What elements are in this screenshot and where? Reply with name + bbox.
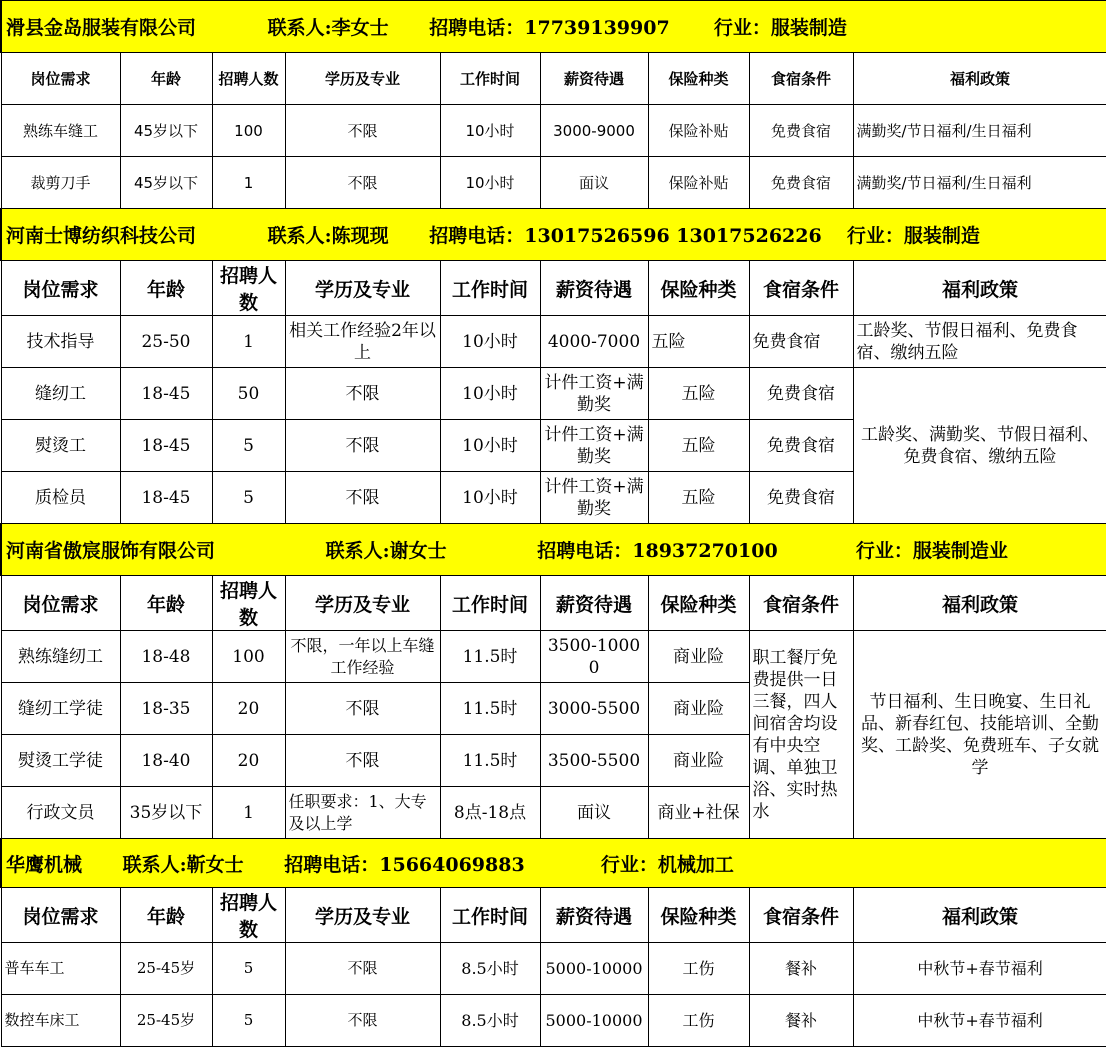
insurance: 商业+社保	[648, 787, 749, 839]
header-cell: 保险种类	[648, 576, 749, 631]
table-header-row	[1, 576, 1106, 631]
header-cell: 福利政策	[853, 888, 1106, 943]
education: 不限	[285, 683, 440, 735]
lodging: 免费食宿	[749, 157, 853, 209]
header-cell: 福利政策	[853, 576, 1106, 631]
job-title: 熨烫工学徒	[1, 735, 120, 787]
header-cell: 年龄	[120, 261, 212, 316]
industry: 行业：机械加工	[600, 853, 734, 876]
header-cell: 年龄	[120, 53, 212, 105]
company-banner	[1, 209, 1106, 261]
recruit-phone: 招聘电话：13017526596 13017526226	[429, 225, 822, 247]
education: 相关工作经验2年以上	[285, 316, 440, 368]
table-header-row	[1, 261, 1106, 316]
work-hours: 10小时	[440, 368, 540, 420]
headcount: 20	[212, 735, 285, 787]
work-hours: 8.5小时	[440, 995, 540, 1047]
age: 18-40	[120, 735, 212, 787]
salary: 面议	[540, 787, 648, 839]
age: 18-45	[120, 420, 212, 472]
header-cell: 薪资待遇	[540, 53, 648, 105]
insurance: 保险补贴	[648, 105, 749, 157]
job-title: 质检员	[1, 472, 120, 524]
header-cell: 食宿条件	[749, 261, 853, 316]
education: 不限，一年以上车缝工作经验	[285, 631, 440, 683]
contact-person: 联系人:李女士	[267, 17, 389, 39]
salary: 3500-5500	[540, 735, 648, 787]
industry: 行业：服装制造	[713, 17, 847, 39]
work-hours: 8点-18点	[440, 787, 540, 839]
table-header-row	[1, 888, 1106, 943]
insurance: 工伤	[648, 943, 749, 995]
header-cell: 招聘人数	[212, 576, 285, 631]
welfare-merged: 节日福利、生日晚宴、生日礼品、新春红包、技能培训、全勤奖、工龄奖、免费班车、子女就学	[853, 631, 1106, 839]
header-cell: 招聘人数	[212, 53, 285, 105]
salary: 计件工资+满勤奖	[540, 420, 648, 472]
header-cell: 岗位需求	[1, 888, 120, 943]
header-cell: 薪资待遇	[540, 888, 648, 943]
job-title: 技术指导	[1, 316, 120, 368]
industry: 行业：服装制造业	[855, 540, 1008, 562]
lodging: 免费食宿	[749, 368, 853, 420]
education: 不限	[285, 105, 440, 157]
job-title: 熨烫工	[1, 420, 120, 472]
insurance: 保险补贴	[648, 157, 749, 209]
insurance: 工伤	[648, 995, 749, 1047]
age: 25-50	[120, 316, 212, 368]
salary: 5000-10000	[540, 995, 648, 1047]
company-name: 滑县金岛服装有限公司	[6, 17, 197, 39]
headcount: 20	[212, 683, 285, 735]
job-title: 熟练车缝工	[1, 105, 120, 157]
company-banner	[1, 524, 1106, 576]
welfare-merged: 工龄奖、满勤奖、节假日福利、免费食宿、缴纳五险	[853, 368, 1106, 524]
table-row	[1, 943, 1106, 995]
lodging: 免费食宿	[749, 472, 853, 524]
header-cell: 学历及专业	[285, 576, 440, 631]
headcount: 100	[212, 631, 285, 683]
header-cell: 岗位需求	[1, 53, 120, 105]
welfare: 中秋节+春节福利	[853, 943, 1106, 995]
header-cell: 保险种类	[648, 53, 749, 105]
header-cell: 福利政策	[853, 53, 1106, 105]
company-banner	[1, 1, 1106, 53]
job-title: 数控车床工	[1, 995, 120, 1047]
lodging: 免费食宿	[749, 105, 853, 157]
table-row	[1, 105, 1106, 157]
education: 不限	[285, 420, 440, 472]
insurance: 五险	[648, 316, 749, 368]
salary: 3000-9000	[540, 105, 648, 157]
age: 25-45岁	[120, 943, 212, 995]
header-cell: 保险种类	[648, 888, 749, 943]
salary: 计件工资+满勤奖	[540, 472, 648, 524]
education: 不限	[285, 368, 440, 420]
lodging: 免费食宿	[749, 316, 853, 368]
age: 25-45岁	[120, 995, 212, 1047]
salary: 3500-10000	[540, 631, 648, 683]
age: 18-48	[120, 631, 212, 683]
age: 45岁以下	[120, 105, 212, 157]
header-cell: 薪资待遇	[540, 576, 648, 631]
header-cell: 工作时间	[440, 261, 540, 316]
headcount: 1	[212, 787, 285, 839]
age: 18-45	[120, 368, 212, 420]
table-row	[1, 157, 1106, 209]
headcount: 1	[212, 157, 285, 209]
contact-person: 联系人:陈现现	[267, 225, 389, 247]
insurance: 五险	[648, 420, 749, 472]
work-hours: 11.5时	[440, 631, 540, 683]
header-cell: 食宿条件	[749, 53, 853, 105]
work-hours: 10小时	[440, 316, 540, 368]
salary: 计件工资+满勤奖	[540, 368, 648, 420]
education: 任职要求：1、大专及以上学	[285, 787, 440, 839]
education: 不限	[285, 157, 440, 209]
welfare: 工龄奖、节假日福利、免费食宿、缴纳五险	[853, 316, 1106, 368]
job-title: 裁剪刀手	[1, 157, 120, 209]
age: 18-35	[120, 683, 212, 735]
header-cell: 岗位需求	[1, 261, 120, 316]
welfare: 满勤奖/节日福利/生日福利	[853, 105, 1106, 157]
header-cell: 工作时间	[440, 888, 540, 943]
headcount: 5	[212, 472, 285, 524]
header-cell: 年龄	[120, 888, 212, 943]
insurance: 商业险	[648, 683, 749, 735]
industry: 行业：服装制造	[846, 225, 980, 247]
work-hours: 11.5时	[440, 683, 540, 735]
header-cell: 工作时间	[440, 53, 540, 105]
header-cell: 招聘人数	[212, 888, 285, 943]
headcount: 100	[212, 105, 285, 157]
work-hours: 11.5时	[440, 735, 540, 787]
header-cell: 年龄	[120, 576, 212, 631]
table-row	[1, 316, 1106, 368]
lodging: 免费食宿	[749, 420, 853, 472]
work-hours: 10小时	[440, 472, 540, 524]
insurance: 商业险	[648, 631, 749, 683]
insurance: 商业险	[648, 735, 749, 787]
company-name: 河南士博纺织科技公司	[6, 225, 197, 247]
lodging: 餐补	[749, 943, 853, 995]
headcount: 5	[212, 995, 285, 1047]
salary: 3000-5500	[540, 683, 648, 735]
table-row	[1, 995, 1106, 1047]
contact-person: 联系人:靳女士	[122, 853, 244, 876]
work-hours: 10小时	[440, 420, 540, 472]
company-name: 华鹰机械	[6, 853, 83, 876]
insurance: 五险	[648, 472, 749, 524]
header-cell: 岗位需求	[1, 576, 120, 631]
job-title: 普车车工	[1, 943, 120, 995]
headcount: 5	[212, 420, 285, 472]
work-hours: 10小时	[440, 157, 540, 209]
header-cell: 学历及专业	[285, 53, 440, 105]
age: 18-45	[120, 472, 212, 524]
header-cell: 保险种类	[648, 261, 749, 316]
headcount: 1	[212, 316, 285, 368]
salary: 5000-10000	[540, 943, 648, 995]
age: 35岁以下	[120, 787, 212, 839]
table-row	[1, 368, 1106, 420]
header-cell: 薪资待遇	[540, 261, 648, 316]
recruit-phone: 招聘电话：15664069883	[284, 853, 525, 876]
company-name: 河南省傲宸服饰有限公司	[6, 540, 216, 562]
age: 45岁以下	[120, 157, 212, 209]
header-cell: 工作时间	[440, 576, 540, 631]
job-title: 行政文员	[1, 787, 120, 839]
education: 不限	[285, 943, 440, 995]
header-cell: 食宿条件	[749, 888, 853, 943]
headcount: 50	[212, 368, 285, 420]
recruit-phone: 招聘电话：18937270100	[537, 540, 778, 562]
header-cell: 学历及专业	[285, 888, 440, 943]
welfare: 满勤奖/节日福利/生日福利	[853, 157, 1106, 209]
insurance: 五险	[648, 368, 749, 420]
job-title: 熟练缝纫工	[1, 631, 120, 683]
header-cell: 招聘人数	[212, 261, 285, 316]
education: 不限	[285, 472, 440, 524]
welfare: 中秋节+春节福利	[853, 995, 1106, 1047]
company-banner	[1, 839, 1106, 888]
table-header-row	[1, 53, 1106, 105]
job-title: 缝纫工	[1, 368, 120, 420]
job-title: 缝纫工学徒	[1, 683, 120, 735]
contact-person: 联系人:谢女士	[325, 540, 447, 562]
work-hours: 8.5小时	[440, 943, 540, 995]
salary: 4000-7000	[540, 316, 648, 368]
header-cell: 学历及专业	[285, 261, 440, 316]
lodging: 餐补	[749, 995, 853, 1047]
table-row	[1, 631, 1106, 683]
education: 不限	[285, 995, 440, 1047]
lodging-merged: 职工餐厅免费提供一日三餐，四人间宿舍均设有中央空调、单独卫浴、实时热水	[749, 631, 853, 839]
salary: 面议	[540, 157, 648, 209]
headcount: 5	[212, 943, 285, 995]
education: 不限	[285, 735, 440, 787]
work-hours: 10小时	[440, 105, 540, 157]
header-cell: 食宿条件	[749, 576, 853, 631]
header-cell: 福利政策	[853, 261, 1106, 316]
recruit-phone: 招聘电话：17739139907	[429, 17, 670, 39]
